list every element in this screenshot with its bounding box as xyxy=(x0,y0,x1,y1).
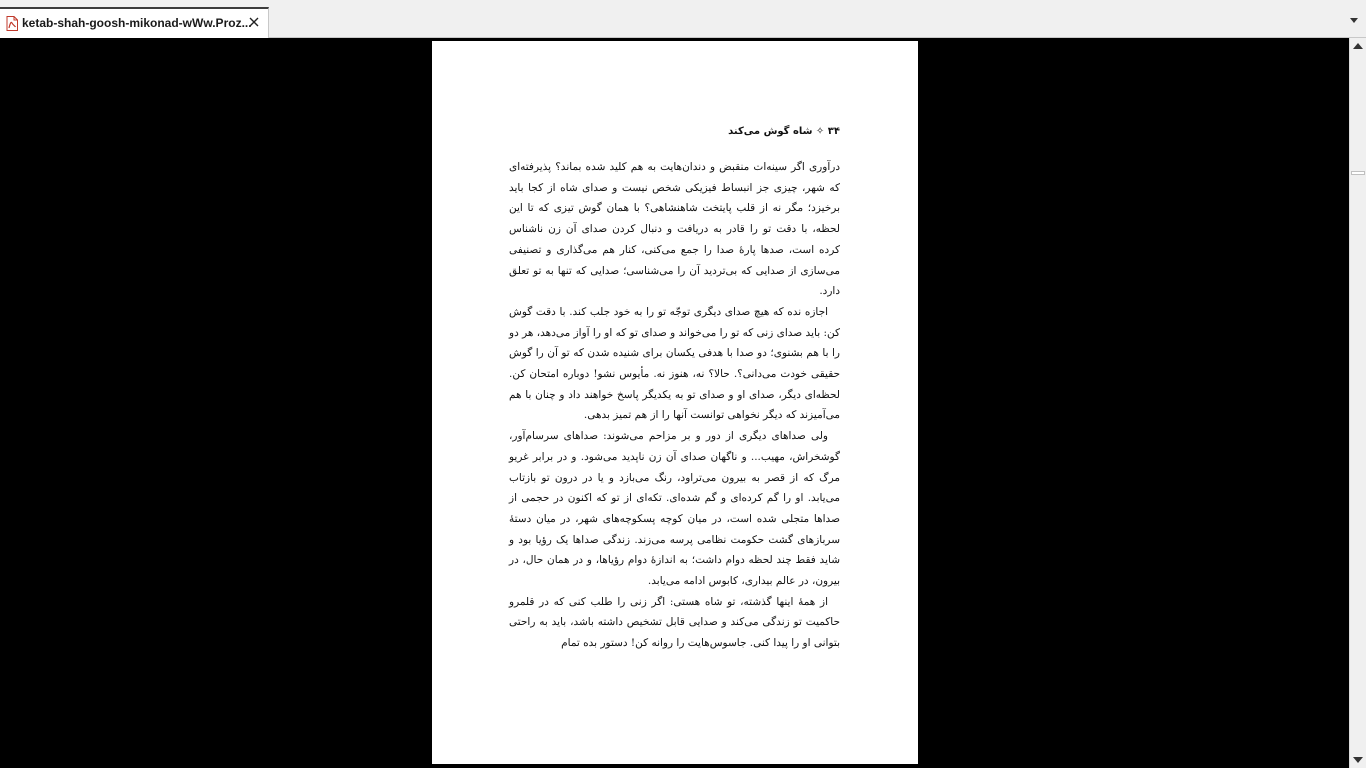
paragraph: درآوری اگر سینه‌ات منقبض و دندان‌هایت به هم کلید شده بماند؟ پذیرفته‌ای که شهر، چیزی جز انبساط فیزیکی شخص نیست و صدای شاه از کجا باید برخیزد؛ مگر نه از قلب پایتخت شاهنشاهی؟ با همان گوش تیزی که تا این لحظه، با دقت تو را قادر به دریافت و دنبال کردن صدای آن زن ناشناس کرده است، صدها پارهٔ صدا را جمع می‌کنی، کنار هم می‌گذاری و تصنیفی می‌سازی از صدایی که بی‌تردید آن را می‌شناسی؛ صدایی که تنها به تو تعلق دارد. xyxy=(509,161,840,298)
scroll-thumb[interactable] xyxy=(1351,171,1365,175)
paragraph: ولی صداهای دیگری از دور و بر مزاحم می‌شوند: صداهای سرسام‌آور، گوشخراش، مهیب... و ناگهان صدای آن زن ناپدید می‌شود. و در برابر غریو مرگ که از قصر به بیرون می‌تراود، رنگ می‌بازد و یا در درون تو بازتاب می‌یابد. او را گم کرده‌ای و گم شده‌ای. تکه‌ای از تو که اکنون در حجمی از صداها متجلی شده است، در میان کوچه پسکوچه‌های شهر، در میان دستهٔ سربازهای گشت حکومت نظامی پرسه می‌زند. زندگی صداها یک رؤیا بود و شاید فقط چند لحظه دوام داشت؛ به اندازهٔ دوام رؤیاها، و در همان حال، در بیرون، در عالم بیداری، کابوس ادامه می‌یابد. xyxy=(509,430,840,588)
paragraph: از همهٔ اینها گذشته، تو شاه هستی: اگر زنی را طلب کنی که در قلمرو حاکمیت تو زندگی می‌کند و صدایی قابل تشخیص داشته باشد، باید به راحتی بتوانی او را پیدا کنی. جاسوس‌هایت را روانه کن! دستور بده تمام xyxy=(509,595,840,650)
scroll-down-arrow-icon[interactable] xyxy=(1350,751,1366,768)
page-header: ۳۴ ✧ شاه گوش می‌کند xyxy=(728,126,840,137)
tab-bar xyxy=(0,0,1366,38)
scroll-up-arrow-icon[interactable] xyxy=(1350,38,1366,55)
paragraph: اجازه نده که هیچ صدای دیگری توجّه تو را به خود جلب کند. با دقت گوش کن: باید صدای زنی که تو را می‌خواند و صدای تو که او را آواز می‌دهد، هر دو را با هم بشنوی؛ دو صدا با هدفی یکسان برای شنیده شدن که تو آن را گوش حقیقی خودت می‌دانی؟. حالا؟ نه، هنوز نه. مأیوس نشو! دوباره امتحان کن. لحظه‌ای دیگر، صدای او و صدای تو به یکدیگر پاسخ خواهند داد و چنان با هم می‌آمیزند که دیگر نخواهی توانست آنها را از هم تمیز بدهی. xyxy=(509,305,840,422)
document-tab[interactable] xyxy=(0,7,269,38)
document-page xyxy=(432,41,918,764)
document-viewer[interactable] xyxy=(0,38,1349,768)
chevron-down-icon[interactable] xyxy=(1348,14,1360,26)
vertical-scrollbar[interactable] xyxy=(1349,38,1366,768)
pdf-file-icon xyxy=(6,16,18,31)
tab-title: ketab-shah-goosh-mikonad-wWw.Proz... xyxy=(22,16,252,30)
close-icon[interactable] xyxy=(246,14,262,30)
page-body xyxy=(509,157,840,654)
